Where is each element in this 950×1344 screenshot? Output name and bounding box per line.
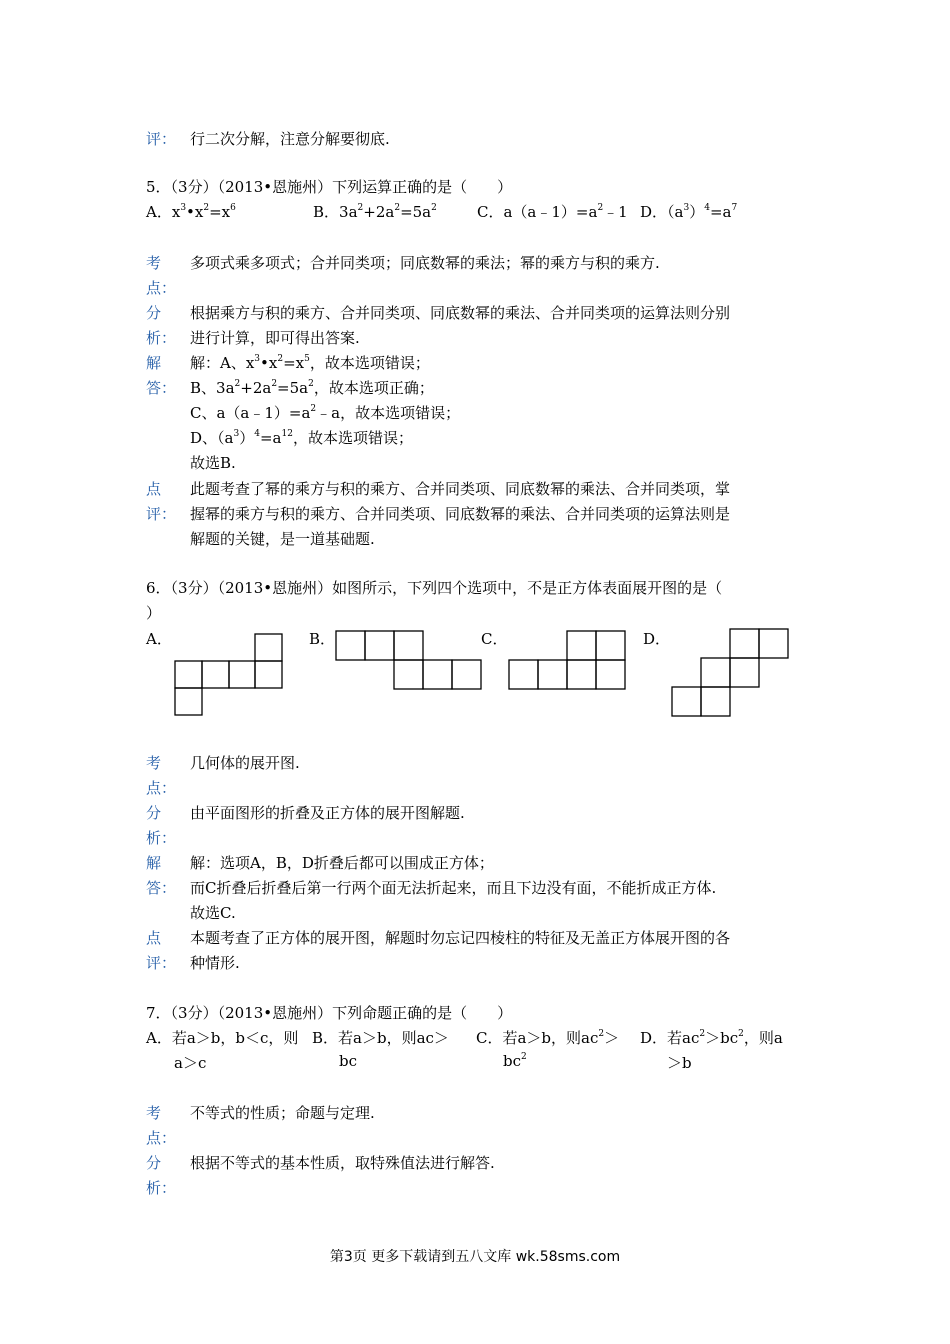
q6-net-a — [174, 633, 286, 717]
q6-dianping-label-2: 评： — [146, 954, 177, 972]
q7-option-a-line-2: a＞c — [174, 1054, 207, 1072]
q7-option-d-line-1: D．若$ac^2>bc^2$，则a — [640, 1029, 783, 1047]
q6-jieda-line-2: 而C折叠后折叠后第一行两个面无法折起来，而且下边没有面，不能折成正方体. — [190, 879, 717, 897]
dianping-label: 评： — [146, 130, 177, 148]
q5-stem: 5．（3分）（2013•恩施州）下列运算正确的是（ ） — [146, 178, 513, 196]
q6-net-d — [670, 627, 792, 719]
q7-option-d-line-2: ＞b — [667, 1054, 692, 1072]
q7-fenxi-label-1: 分 — [146, 1154, 162, 1172]
q5-dianping-line-3: 解题的关键，是一道基础题. — [190, 530, 375, 548]
q5-option-a: A．$x^3•x^2=x^6$ — [146, 203, 236, 221]
page-footer: 第3页 更多下载请到五八文库 wk.58sms.com — [329, 1249, 621, 1265]
q6-net-b — [334, 629, 484, 693]
q6-jieda-label-2: 答： — [146, 879, 177, 897]
q5-jieda-line-2: B、$3a^2+2a^2=5a^2$，故本选项正确； — [190, 379, 434, 397]
q6-option-d-label: D． — [643, 630, 671, 648]
q5-dianping-line-1: 此题考查了幂的乘方与积的乘方、合并同类项、同底数幂的乘法、合并同类项，掌 — [190, 480, 731, 498]
q5-kaodian-label-1: 考 — [146, 254, 162, 272]
q5-option-b: B．$3a^2+2a^2=5a^2$ — [313, 203, 437, 221]
q5-jieda-line-5: 故选B. — [190, 454, 236, 472]
q6-option-a-label: A． — [146, 630, 172, 648]
q6-kaodian-label-1: 考 — [146, 754, 162, 772]
q6-kaodian-label-2: 点： — [146, 779, 177, 797]
q5-jieda-line-3: C、$a(a﹣1)=a^2﹣a$，故本选项错误； — [190, 404, 461, 422]
q6-jieda-line-3: 故选C. — [190, 904, 236, 922]
q6-stem-line-1: 6．（3分）（2013•恩施州）如图所示，下列四个选项中，不是正方体表面展开图的是（ — [146, 579, 723, 597]
q6-dianping-line-1: 本题考查了正方体的展开图，解题时勿忘记四棱柱的特征及无盖正方体展开图的各 — [190, 929, 731, 947]
q6-net-c — [507, 629, 629, 693]
q5-fenxi-line-1: 根据乘方与积的乘方、合并同类项、同底数幂的乘法、合并同类项的运算法则分别 — [190, 304, 731, 322]
q6-fenxi-label-2: 析： — [146, 829, 177, 847]
q7-option-b-line-2: bc — [339, 1052, 358, 1070]
q7-option-a-line-1: A．若a＞b，b＜c，则 — [146, 1029, 299, 1047]
q6-jieda-label-1: 解 — [146, 854, 162, 872]
q5-option-c: C．$a(a﹣1)=a^2﹣1$ — [477, 203, 628, 221]
q5-dianping-label-1: 点 — [146, 480, 162, 498]
q7-option-c-line-2: $bc^2$ — [503, 1052, 527, 1070]
q6-fenxi-text: 由平面图形的折叠及正方体的展开图解题. — [190, 804, 465, 822]
q5-jieda-label-1: 解 — [146, 354, 162, 372]
q5-kaodian-text: 多项式乘多项式；合并同类项；同底数幂的乘法；幂的乘方与积的乘方. — [190, 254, 660, 272]
q7-fenxi-label-2: 析： — [146, 1179, 177, 1197]
q7-kaodian-label-2: 点： — [146, 1129, 177, 1147]
q6-dianping-label-1: 点 — [146, 929, 162, 947]
q7-stem: 7．（3分）（2013•恩施州）下列命题正确的是（ ） — [146, 1004, 513, 1022]
q5-fenxi-line-2: 进行计算，即可得出答案. — [190, 329, 360, 347]
q5-jieda-line-1: 解：A、$x^3•x^2=x^5$，故本选项错误； — [190, 354, 430, 372]
q6-jieda-line-1: 解：选项A，B，D折叠后都可以围成正方体； — [190, 854, 494, 872]
q6-option-b-label: B． — [309, 630, 336, 648]
q5-fenxi-label-2: 析： — [146, 329, 177, 347]
q7-option-c-line-1: C．若a＞b，则$ac^2>$ — [476, 1029, 620, 1047]
q6-dianping-line-2: 种情形. — [190, 954, 240, 972]
q7-kaodian-text: 不等式的性质；命题与定理. — [190, 1104, 375, 1122]
q5-dianping-label-2: 评： — [146, 505, 177, 523]
q6-fenxi-label-1: 分 — [146, 804, 162, 822]
q6-stem-line-2: ） — [146, 604, 162, 622]
q5-kaodian-label-2: 点： — [146, 279, 177, 297]
q5-fenxi-label-1: 分 — [146, 304, 162, 322]
q5-option-d: D．$(a^3)^4=a^7$ — [640, 203, 738, 221]
q7-kaodian-label-1: 考 — [146, 1104, 162, 1122]
q5-jieda-label-2: 答： — [146, 379, 177, 397]
dianping-text: 行二次分解，注意分解要彻底. — [190, 130, 390, 148]
q5-jieda-line-4: D、$(a^3)^4=a^{12}$，故本选项错误； — [190, 429, 413, 447]
q7-fenxi-text: 根据不等式的基本性质，取特殊值法进行解答. — [190, 1154, 495, 1172]
q5-dianping-line-2: 握幂的乘方与积的乘方、合并同类项、同底数幂的乘法、合并同类项的运算法则是 — [190, 505, 731, 523]
q6-kaodian-text: 几何体的展开图. — [190, 754, 300, 772]
q7-option-b-line-1: B．若a＞b，则ac＞ — [312, 1029, 449, 1047]
q6-option-c-label: C． — [481, 630, 508, 648]
